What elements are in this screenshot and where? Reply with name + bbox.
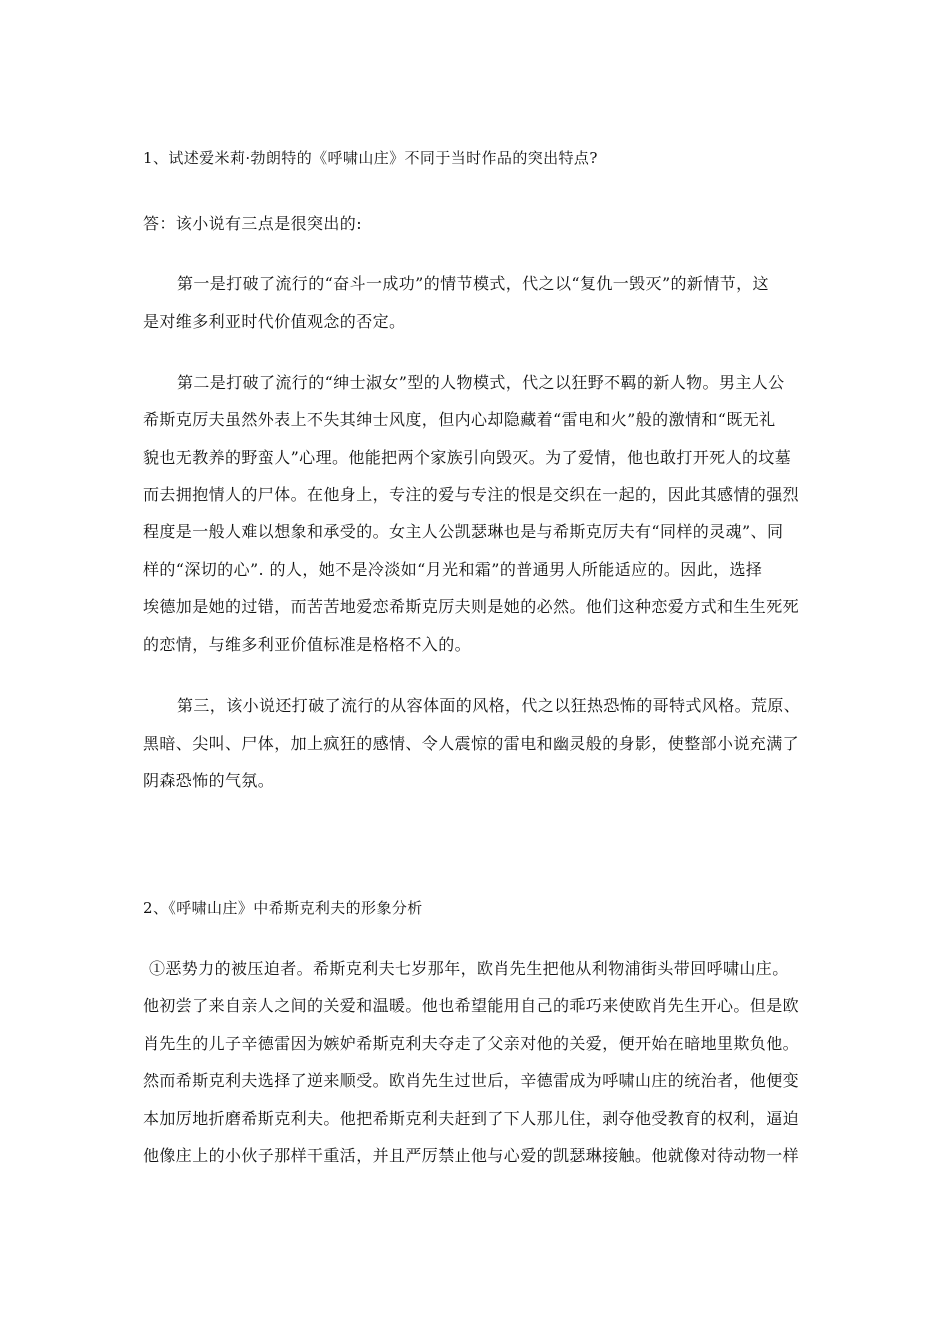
question-2-heading: 2、《呼啸山庄》中希斯克利夫的形象分析 bbox=[143, 899, 423, 917]
point-3-line-3: 阴森恐怖的气氛。 bbox=[143, 771, 275, 790]
point-2-line-6: 样的“深切的心”. 的人，她不是冷淡如“月光和霜”的普通男人所能适应的。因此，选择 bbox=[143, 560, 763, 579]
point-2-line-4: 而去拥抱情人的尸体。在他身上，专注的爱与专注的恨是交织在一起的，因此其感情的强烈 bbox=[143, 485, 800, 504]
item-1-line-5: 本加厉地折磨希斯克利夫。他把希斯克利夫赶到了下人那儿住，剥夺他受教育的权利，逼迫 bbox=[143, 1109, 800, 1128]
point-2-line-5: 程度是一般人难以想象和承受的。女主人公凯瑟琳也是与希斯克厉夫有“同样的灵魂”、同 bbox=[143, 522, 784, 541]
point-1-line-2: 是对维多利亚时代价值观念的否定。 bbox=[143, 312, 406, 331]
item-1-line-6: 他像庄上的小伙子那样干重活，并且严厉禁止他与心爱的凯瑟琳接触。他就像对待动物一样 bbox=[143, 1146, 800, 1165]
point-2-line-7: 埃德加是她的过错，而苦苦地爱恋希斯克厉夫则是她的必然。他们这种恋爱方式和生生死死 bbox=[143, 597, 800, 616]
point-1-line-1: 第一是打破了流行的“奋斗一成功”的情节模式，代之以“复仇一毁灭”的新情节，这 bbox=[177, 274, 769, 293]
item-1-line-3: 肖先生的儿子辛德雷因为嫉妒希斯克利夫夺走了父亲对他的关爱，便开始在暗地里欺负他。 bbox=[143, 1034, 800, 1053]
item-1-line-1: ①恶势力的被压迫者。希斯克利夫七岁那年，欧肖先生把他从利物浦街头带回呼啸山庄。 bbox=[149, 959, 789, 978]
question-1-heading: 1、试述爱米莉·勃朗特的《呼啸山庄》不同于当时作品的突出特点? bbox=[143, 149, 598, 167]
point-2-line-8: 的恋情，与维多利亚价值标准是格格不入的。 bbox=[143, 635, 472, 654]
point-3-line-1: 第三，该小说还打破了流行的从容体面的风格，代之以狂热恐怖的哥特式风格。荒原、 bbox=[177, 696, 801, 715]
point-2-line-2: 希斯克厉夫虽然外表上不失其绅士风度，但内心却隐藏着“雷电和火”般的激情和“既无礼 bbox=[143, 410, 776, 429]
point-2-line-3: 貌也无教养的野蛮人”心理。他能把两个家族引向毁灭。为了爱情，他也敢打开死人的坟墓 bbox=[143, 448, 792, 467]
point-3-line-2: 黑暗、尖叫、尸体，加上疯狂的感情、令人震惊的雷电和幽灵般的身影，使整部小说充满了 bbox=[143, 734, 800, 753]
answer-intro: 答：该小说有三点是很突出的: bbox=[143, 214, 362, 233]
item-1-line-4: 然而希斯克利夫选择了逆来顺受。欧肖先生过世后，辛德雷成为呼啸山庄的统治者，他便变 bbox=[143, 1071, 800, 1090]
point-2-line-1: 第二是打破了流行的“绅士淑女”型的人物模式，代之以狂野不羁的新人物。男主人公 bbox=[177, 373, 785, 392]
item-1-line-2: 他初尝了来自亲人之间的关爱和温暖。他也希望能用自己的乖巧来使欧肖先生开心。但是欧 bbox=[143, 996, 800, 1015]
